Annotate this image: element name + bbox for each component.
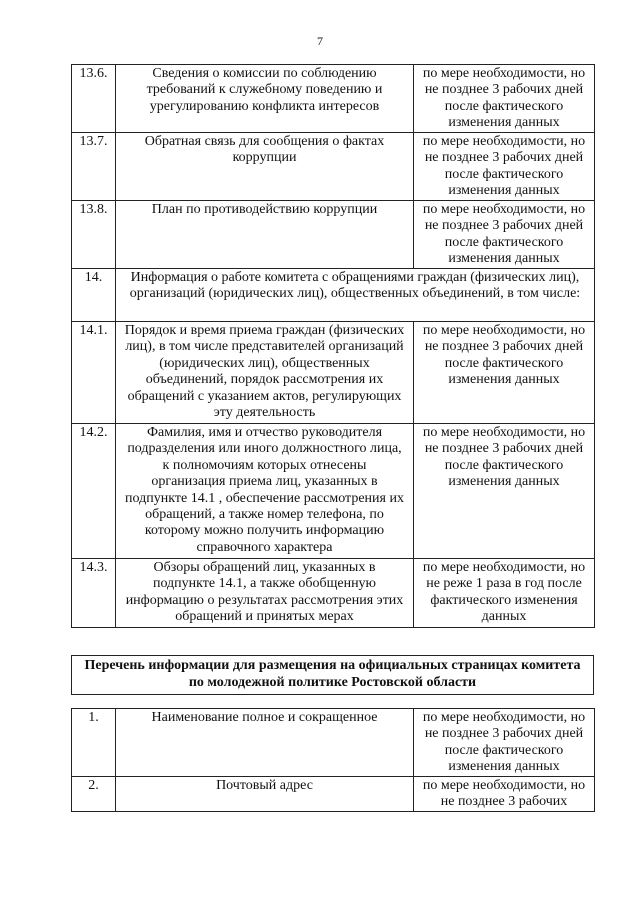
table-row [72, 424, 595, 559]
row-term: по мере необходимости, но не позднее 3 рабочих дней после фактического изменения данных [414, 65, 595, 133]
official-pages-table [71, 708, 595, 812]
row-term: по мере необходимости, но не позднее 3 рабочих дней после фактического изменения данных [414, 322, 595, 424]
row-description: Порядок и время приема граждан (физических лиц), в том числе представителей организаций (юридических лиц), общественных объединений, порядок рассмотрения их обращений с указанием актов, регулирующих эту деятельность [116, 322, 414, 424]
row-description: Почтовый адрес [116, 777, 414, 812]
row-number: 14.1. [72, 322, 116, 424]
section-title: Перечень информации для размещения на официальных страницах комитета по молодежной политике Ростовской области [71, 655, 594, 695]
table-row [72, 777, 595, 812]
row-term: по мере необходимости, но не реже 1 раза в год после фактического изменения данных [414, 559, 595, 628]
row-term: по мере необходимости, но не позднее 3 рабочих дней после фактического изменения данных [414, 201, 595, 269]
row-number: 14.2. [72, 424, 116, 559]
section-header-cell: Информация о работе комитета с обращениями граждан (физических лиц), организаций (юридических лиц), общественных объединений, в том числе: [116, 269, 595, 322]
row-description: Обзоры обращений лиц, указанных в подпункте 14.1, а также обобщенную информацию о результатах рассмотрения этих обращений и принятых мерах [116, 559, 414, 628]
row-term: по мере необходимости, но не позднее 3 рабочих дней после фактического изменения данных [414, 424, 595, 559]
row-description: Фамилия, имя и отчество руководителя подразделения или иного должностного лица, к полномочиям которых отнесены организация приема лиц, указанных в подпункте 14.1 , обеспечение рассмотрения их обращений, а также номер телефона, по которому можно получить информацию справочного характера [116, 424, 414, 559]
row-term: по мере необходимости, но не позднее 3 рабочих дней после фактического изменения данных [414, 709, 595, 777]
table-row [72, 65, 595, 133]
row-number: 13.7. [72, 133, 116, 201]
row-description: Обратная связь для сообщения о фактах коррупции [116, 133, 414, 201]
row-number: 14. [72, 269, 116, 322]
row-number: 14.3. [72, 559, 116, 628]
row-description: Наименование полное и сокращенное [116, 709, 414, 777]
table-row [72, 709, 595, 777]
row-number: 1. [72, 709, 116, 777]
table-row [72, 559, 595, 628]
table-row [72, 133, 595, 201]
row-term: по мере необходимости, но не позднее 3 рабочих [414, 777, 595, 812]
table-row [72, 322, 595, 424]
row-number: 13.6. [72, 65, 116, 133]
row-description: План по противодействию коррупции [116, 201, 414, 269]
info-table [71, 64, 595, 628]
table-row [72, 269, 595, 322]
row-number: 2. [72, 777, 116, 812]
table-row [72, 201, 595, 269]
row-description: Сведения о комиссии по соблюдению требований к служебному поведению и урегулированию конфликта интересов [116, 65, 414, 133]
row-term: по мере необходимости, но не позднее 3 рабочих дней после фактического изменения данных [414, 133, 595, 201]
page-number: 7 [317, 34, 323, 48]
row-number: 13.8. [72, 201, 116, 269]
